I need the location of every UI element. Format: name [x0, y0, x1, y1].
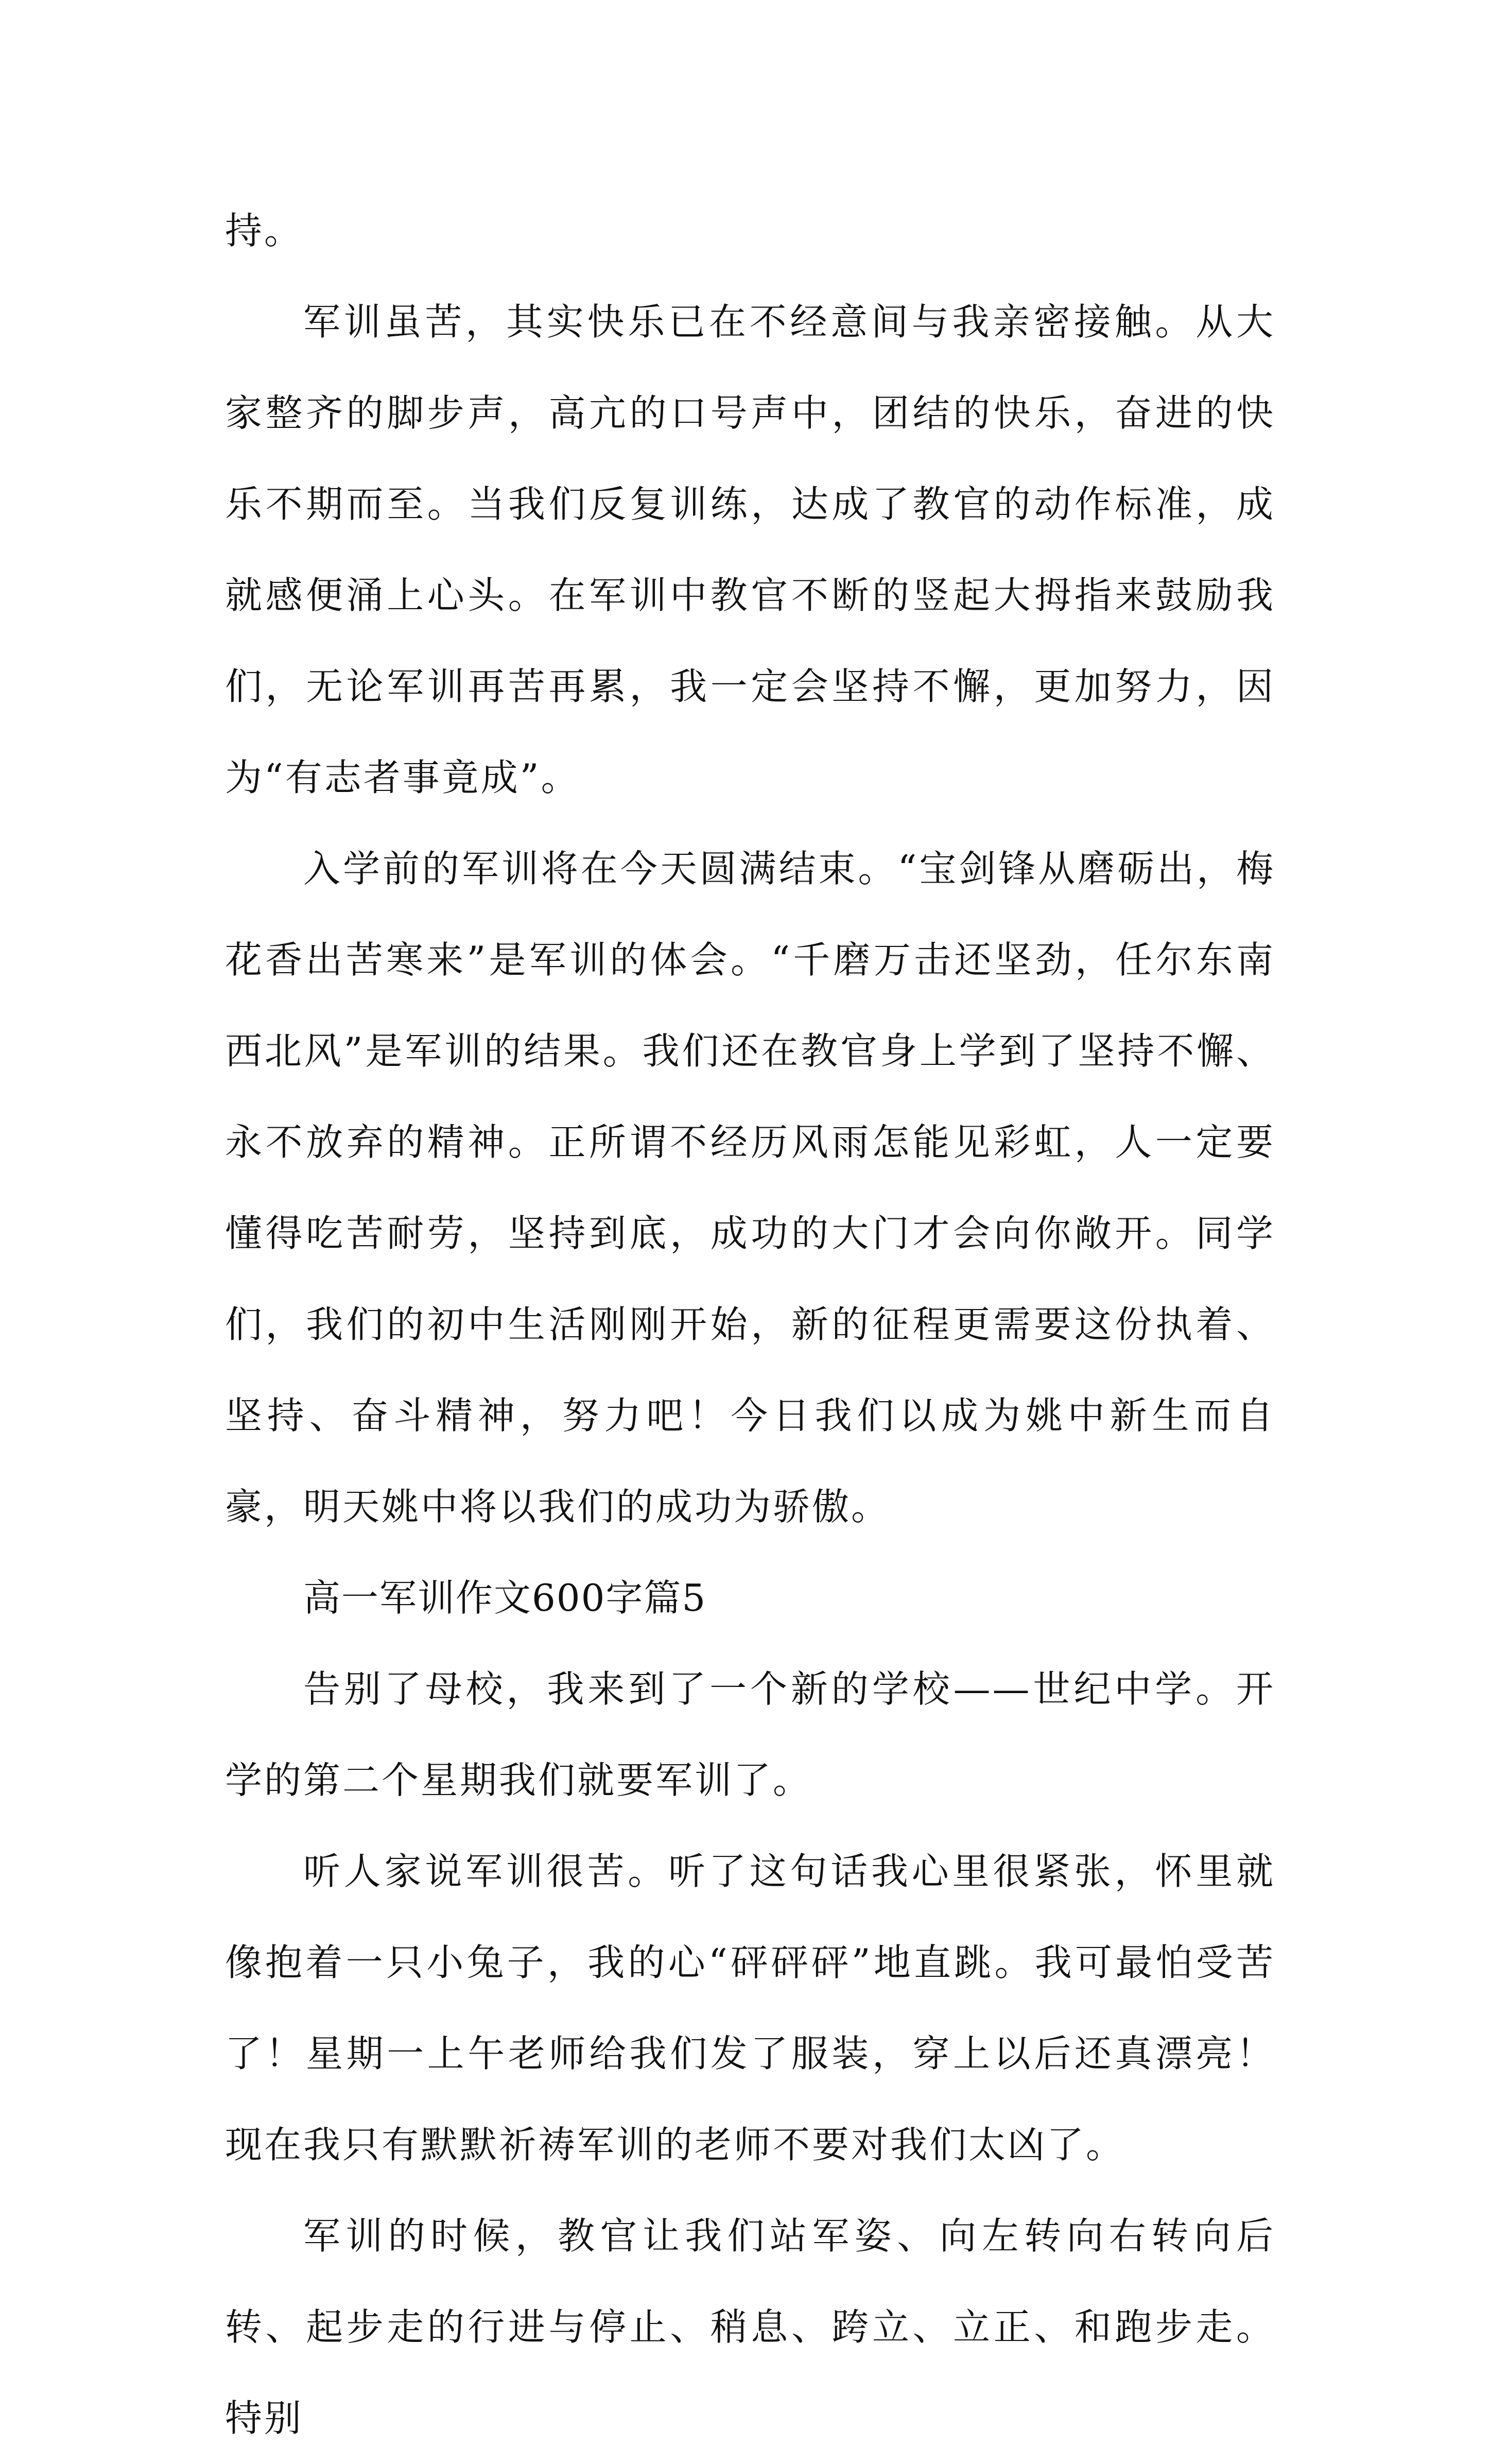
paragraph-training-conclusion: 入学前的军训将在今天圆满结束。“宝剑锋从磨砺出，梅花香出苦寒来”是军训的体会。“千磨万击还坚劲，任尔东南西北风”是军训的结果。我们还在教官身上学到了坚持不懈、永不放弃的精神。正所谓不经历风雨怎能见彩虹，人一定要懂得吃苦耐劳，坚持到底，成功的大门才会向你敞开。同学们，我们的初中生活刚刚开始，新的征程更需要这份执着、坚持、奋斗精神，努力吧！今日我们以成为姚中新生而自豪，明天姚中将以我们的成功为骄傲。	[225, 847, 1275, 1528]
paragraph-nervous-feelings: 听人家说军训很苦。听了这句话我心里很紧张，怀里就像抱着一只小兔子，我的心“砰砰砰”地直跳。我可最怕受苦了！星期一上午老师给我们发了服装，穿上以后还真漂亮！现在我只有默默祈祷军训的老师不要对我们太凶了。	[225, 1850, 1275, 2166]
section-heading: 高一军训作文600字篇5	[303, 1576, 707, 1619]
paragraph-training-drills: 军训的时候，教官让我们站军姿、向左转向右转向后转、起步走的行进与停止、稍息、跨立、立正、和跑步走。特别	[225, 2214, 1275, 2440]
paragraph-new-school: 告别了母校，我来到了一个新的学校——世纪中学。开学的第二个星期我们就要军训了。	[225, 1667, 1275, 1802]
paragraph-military-training-joy: 军训虽苦，其实快乐已在不经意间与我亲密接触。从大家整齐的脚步声，高亢的口号声中，团结的快乐，奋进的快乐不期而至。当我们反复训练，达成了教官的动作标准，成就感便涌上心头。在军训中教官不断的竖起大拇指来鼓励我们，无论军训再苦再累，我一定会坚持不懈，更加努力，因为“有志者事竟成”。	[225, 300, 1275, 799]
paragraph-continuation: 持。	[225, 209, 304, 252]
document-body	[225, 185, 1275, 2464]
